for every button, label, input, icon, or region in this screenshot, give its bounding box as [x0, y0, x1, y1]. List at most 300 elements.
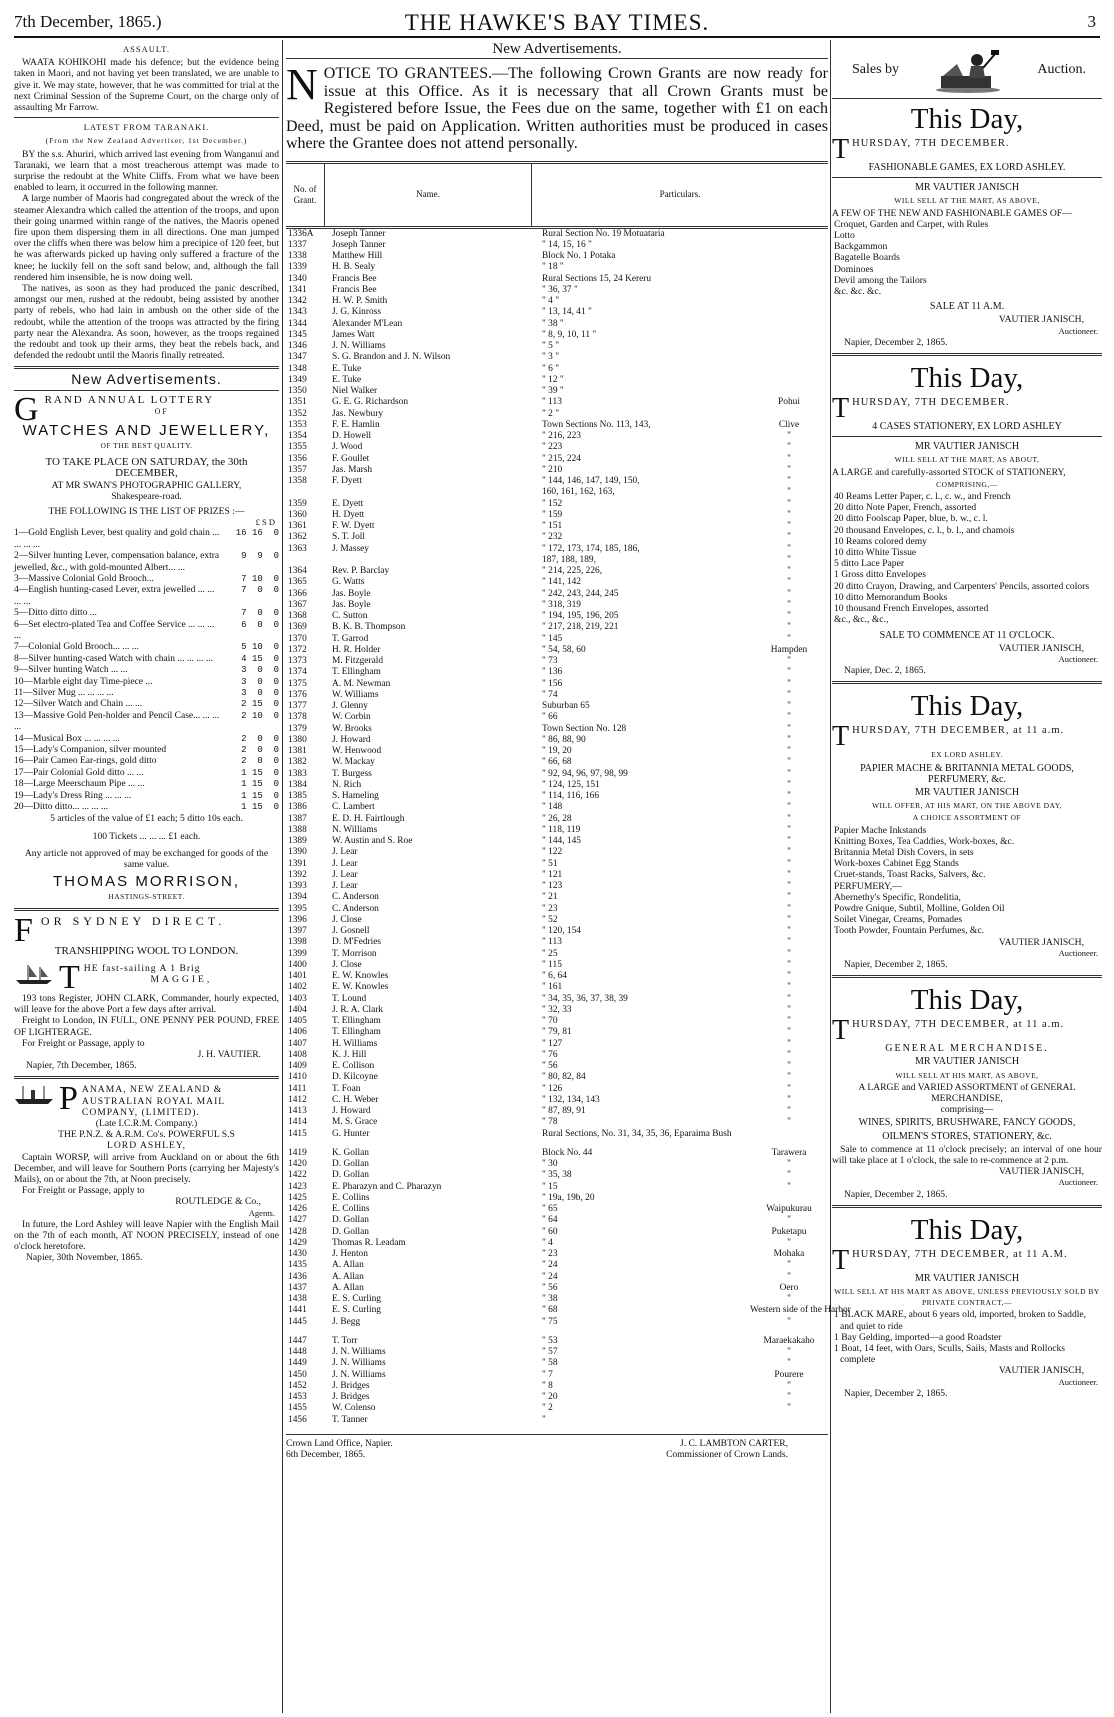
grant-number: 1456 — [288, 1414, 307, 1425]
grantee-name: J. Howard — [332, 1106, 371, 1117]
lottery-where: AT MR SWAN'S PHOTOGRAPHIC GALLERY, — [51, 479, 242, 491]
grant-number: 1441 — [288, 1305, 307, 1316]
grantee-name: D. Gollan — [332, 1226, 369, 1237]
grant-locality: Western side of the Harbor — [750, 1305, 851, 1316]
grant-particulars: " 87, 89, 91 — [542, 1106, 586, 1117]
grant-locality: " — [787, 554, 791, 565]
advertiser-name: THOMAS MORRISON, — [52, 873, 240, 891]
divider — [14, 117, 279, 118]
table-row — [286, 701, 828, 712]
grantee-name: A. Allan — [332, 1271, 364, 1282]
divider — [14, 390, 279, 391]
table-row — [286, 802, 828, 813]
grant-particulars: " 38 — [542, 1294, 558, 1305]
grantee-name: A. M. Newman — [332, 678, 391, 689]
grant-locality: " — [787, 1215, 791, 1226]
auctioneer-signature: VAUTIER JANISCH, — [998, 1365, 1084, 1377]
prize-description: 16—Pair Cameo Ear-rings, gold ditto — [14, 756, 157, 767]
grant-number: 1422 — [288, 1170, 307, 1181]
grantee-name: E. Collison — [332, 1061, 375, 1072]
auctioneer-name: MR VAUTIER JANISCH — [914, 182, 1020, 194]
grant-locality: " — [787, 566, 791, 577]
ship-freight: Freight to London, IN FULL, ONE PENNY PER POUND, FREE OF LIGHTERAGE. — [14, 1015, 279, 1038]
prize-item — [14, 642, 279, 653]
grant-locality — [750, 319, 828, 330]
grantee-name: T. Tanner — [332, 1414, 368, 1425]
notice-footer — [286, 1434, 828, 1461]
list-item: 1 Boat, 14 feet, with Oars, Sculls, Sails, Masts and Rollocks complete — [834, 1343, 1066, 1366]
grant-locality: " — [787, 1049, 791, 1060]
grant-particulars: " 12 " — [542, 374, 564, 385]
table-row — [286, 791, 828, 802]
grant-particulars: " 215, 224 — [542, 453, 581, 464]
grant-number: 1375 — [288, 678, 307, 689]
grant-particulars: Rural Sections, No. 31, 34, 35, 36, Eparaima Bush — [542, 1128, 732, 1139]
prize-value: 9 9 0 — [235, 551, 279, 562]
grant-locality — [750, 251, 828, 262]
grant-number: 1390 — [288, 847, 307, 858]
grant-particulars: " 2 — [542, 1403, 553, 1414]
sale-date: HURSDAY, 7TH DECEMBER, at 11 a.m. — [852, 725, 1065, 737]
grant-number: 1435 — [288, 1260, 307, 1271]
grant-locality — [750, 1129, 828, 1140]
grant-number: 1403 — [288, 993, 307, 1004]
grant-particulars: " 25 — [542, 948, 558, 959]
table-row — [286, 229, 828, 240]
sale-date: HURSDAY, 7TH DECEMBER, at 11 A.M. — [852, 1248, 1068, 1260]
divider — [832, 436, 1102, 437]
this-day-heading: This Day, — [910, 984, 1024, 1017]
grantee-name: J. Lear — [332, 847, 358, 858]
grantee-name: H. B. Sealy — [332, 262, 376, 273]
table-row — [286, 1106, 828, 1117]
commissioner-name: J. C. LAMBTON CARTER, — [680, 1438, 788, 1449]
grant-locality: " — [787, 959, 791, 970]
grant-locality — [750, 409, 828, 420]
prize-item — [14, 779, 279, 790]
grantee-name: Matthew Hill — [332, 251, 383, 262]
sailing-details: Captain WORSP, will arrive from Auckland on or about the 6th December, and will leave for Southern Ports (carrying her Majesty's Mails), on or about the 7th, at Noon precisely. — [14, 1151, 279, 1185]
grant-particulars: " 65 — [542, 1204, 558, 1215]
grant-number: 1376 — [288, 689, 307, 700]
table-row — [286, 544, 828, 555]
grant-particulars: " 23 — [542, 1249, 558, 1260]
table-row — [286, 566, 828, 577]
table-row — [286, 454, 828, 465]
drop-cap: P — [59, 1080, 78, 1118]
sale-date: HURSDAY, 7TH DECEMBER. — [852, 397, 1010, 409]
table-row — [286, 757, 828, 768]
table-row — [286, 262, 828, 273]
grantee-name: H. W. P. Smith — [332, 296, 388, 307]
grant-particulars: " 38 " — [542, 318, 564, 329]
grant-locality: " — [787, 858, 791, 869]
grantee-name: D. M'Fedries — [332, 937, 382, 948]
grantee-name: F. Goullet — [332, 453, 370, 464]
this-day-heading: This Day, — [910, 103, 1024, 135]
auctioneer-name: MR VAUTIER JANISCH — [914, 786, 1020, 798]
assault-text: WAATA KOHIKOHI made his defence; but the evidence being taken in Maori, and not having yet been translated, we are unable to give it. We may state, however, that he was committed for trial at the next Criminal Session of the Supreme Court, on the charge only of assaulting Mr Farrow. — [14, 57, 279, 114]
grantee-name: N. Rich — [332, 779, 362, 790]
grantee-name: Jas. Newbury — [332, 408, 384, 419]
grant-locality: " — [787, 1392, 791, 1403]
grant-number: 1448 — [288, 1347, 307, 1358]
grant-number: 1411 — [288, 1083, 307, 1094]
table-row — [286, 881, 828, 892]
grant-particulars: " 86, 88, 90 — [542, 734, 586, 745]
grant-number: 1389 — [288, 836, 307, 847]
grantee-name: W. Austin and S. Roe — [332, 836, 413, 847]
sale-location: WILL SELL AT THE MART, AS ABOVE, — [894, 196, 1040, 206]
grantee-name: Thomas R. Leadam — [332, 1237, 406, 1248]
grant-particulars: " 2 " — [542, 408, 560, 419]
prize-description: 18—Large Meerschaum Pipe ... ... — [14, 779, 145, 790]
grant-particulars: " 68 — [542, 1305, 558, 1316]
sale-time: SALE AT 11 A.M. — [929, 301, 1005, 313]
grantee-name: M. S. Grace — [332, 1117, 378, 1128]
table-row — [286, 1148, 828, 1159]
grantee-name: A. Allan — [332, 1282, 364, 1293]
table-row — [286, 1283, 828, 1294]
grant-number: 1402 — [288, 982, 307, 993]
grantee-name: Niel Walker — [332, 386, 378, 397]
grant-locality: " — [787, 509, 791, 520]
grant-number: 1453 — [288, 1392, 307, 1403]
lottery-quality: OF THE BEST QUALITY. — [100, 440, 193, 450]
table-row — [286, 397, 828, 408]
grant-number: 1393 — [288, 881, 307, 892]
prize-item — [14, 665, 279, 676]
grantee-name: T. Ellingham — [332, 1016, 381, 1027]
list-item: PERFUMERY,— — [834, 880, 902, 892]
list-item: &c., &c., &c., — [834, 614, 889, 626]
grant-number: 1387 — [288, 813, 307, 824]
grant-number: 1391 — [288, 858, 307, 869]
auction-label: Auction. — [1037, 62, 1086, 78]
sale-intro: A LARGE and VARIED ASSORTMENT of GENERAL MERCHANDISE, — [858, 1081, 1076, 1104]
grant-locality: " — [787, 847, 791, 858]
grant-number: 1382 — [288, 757, 307, 768]
grantee-name: G. E. G. Richardson — [332, 397, 409, 408]
grant-locality: " — [787, 971, 791, 982]
grant-particulars: " 144, 145 — [542, 836, 581, 847]
grant-particulars: " 127 — [542, 1038, 563, 1049]
table-row — [286, 285, 828, 296]
grant-number: 1392 — [288, 869, 307, 880]
row-gap — [286, 1328, 828, 1336]
grantee-name: E. W. Knowles — [332, 982, 389, 993]
grant-locality: " — [787, 802, 791, 813]
grant-particulars: Town Section No. 128 — [542, 723, 627, 734]
list-item: 20 ditto Crayon, Drawing, and Carpenters' Pencils, assorted colors — [834, 580, 1090, 592]
sydney-ad — [14, 911, 279, 1072]
agent-signature: ROUTLEDGE & Co., — [175, 1196, 261, 1208]
prize-value: 1 15 0 — [235, 779, 279, 790]
grantee-name: E. Dyett — [332, 498, 364, 509]
grant-locality: " — [787, 1106, 791, 1117]
prize-description: 9—Silver hunting Watch ... ... — [14, 665, 128, 676]
grant-particulars: " 8, 9, 10, 11 " — [542, 329, 597, 340]
grant-locality: " — [787, 1038, 791, 1049]
grantee-name: D. Howell — [332, 431, 372, 442]
grant-particulars: " 121 — [542, 869, 563, 880]
prize-item — [14, 585, 279, 608]
list-item: Papier Mache Inkstands — [834, 824, 927, 836]
grant-number: 1347 — [288, 352, 307, 363]
grantee-name: J. Bridges — [332, 1392, 370, 1403]
grant-number: 1410 — [288, 1072, 307, 1083]
grantee-name: James Watt — [332, 329, 375, 340]
table-row — [286, 746, 828, 757]
grant-locality: " — [787, 588, 791, 599]
mail-note: In future, the Lord Ashley will leave Napier with the English Mail on the 7th of each month, AT NOON PRECISELY, instead of one o'clock heretofore. — [14, 1218, 279, 1253]
grant-number: 1449 — [288, 1358, 307, 1369]
grant-locality: " — [787, 948, 791, 959]
auctioneer-name: MR VAUTIER JANISCH — [914, 1272, 1020, 1284]
ad-date: Napier, Dec. 2, 1865. — [844, 665, 926, 677]
table-row — [286, 375, 828, 386]
table-row — [286, 1260, 828, 1271]
grant-locality: " — [787, 1294, 791, 1305]
grant-number: 1385 — [288, 791, 307, 802]
grant-particulars: " 56 — [542, 1282, 558, 1293]
grantee-name: J. Massey — [332, 543, 369, 554]
list-item: 10 ditto White Tissue — [834, 547, 917, 559]
grant-number: 1420 — [288, 1159, 307, 1170]
grant-particulars: " 80, 82, 84 — [542, 1072, 586, 1083]
drop-cap: F — [14, 911, 37, 949]
grantee-name: H. Williams — [332, 1038, 378, 1049]
grant-particulars: " 79, 81 — [542, 1027, 572, 1038]
grantee-name: J. Lear — [332, 869, 358, 880]
prize-description: 15—Lady's Companion, silver mounted — [14, 745, 167, 756]
grantee-name: E. S. Curling — [332, 1294, 381, 1305]
table-row — [286, 769, 828, 780]
grant-particulars: " 75 — [542, 1316, 558, 1327]
table-row — [286, 465, 828, 476]
prize-value: 1 15 0 — [235, 767, 279, 778]
column-right — [832, 42, 1102, 1713]
auctioneer-role: Auctioneer. — [1058, 1376, 1098, 1387]
grantee-name: C. Anderson — [332, 892, 379, 903]
list-item: Lotto — [834, 230, 855, 242]
grant-number: 1372 — [288, 644, 307, 655]
grant-number: 1412 — [288, 1094, 307, 1105]
grantee-name: S. G. Brandon and J. N. Wilson — [332, 352, 451, 363]
prize-description: 11—Silver Mug ... ... ... ... — [14, 688, 114, 698]
grant-locality: " — [787, 678, 791, 689]
prize-value: 2 0 0 — [235, 733, 279, 744]
grant-particulars: " 113 — [542, 397, 562, 408]
apply-note: For Freight or Passage, apply to — [22, 1185, 145, 1197]
grant-particulars: " 152 — [542, 498, 563, 509]
grant-number: 1374 — [288, 667, 307, 678]
auctioneer-role: Auctioneer. — [1058, 653, 1098, 664]
grant-particulars: " 24 — [542, 1260, 558, 1271]
list-item: Bagatelle Boards — [834, 252, 900, 264]
list-item: 1 Bay Gelding, imported—a good Roadster — [834, 1331, 1002, 1343]
ad-date: Napier, December 2, 1865. — [844, 1387, 948, 1399]
grant-particulars: " 113 — [542, 937, 562, 948]
grant-particulars: " 242, 243, 244, 245 — [542, 588, 619, 599]
sale-location: WILL OFFER, AT HIS MART, ON THE ABOVE DAY, — [871, 801, 1063, 811]
table-row — [286, 240, 828, 251]
grant-number: 1438 — [288, 1294, 307, 1305]
grant-locality: " — [787, 1347, 791, 1358]
table-row — [286, 319, 828, 330]
prize-item — [14, 711, 279, 734]
grant-locality: " — [787, 1117, 791, 1128]
grantee-name: N. Williams — [332, 824, 378, 835]
grant-number: 1427 — [288, 1215, 307, 1226]
ship-date: Napier, 7th December, 1865. — [26, 1060, 137, 1072]
sale-intro: A FEW OF THE NEW AND FASHIONABLE GAMES OF— — [832, 207, 1072, 219]
prize-item — [14, 768, 279, 779]
grant-locality: Tarawera — [771, 1147, 807, 1158]
grant-particulars: " 34, 35, 36, 37, 38, 39 — [542, 993, 628, 1004]
grantee-name: Joseph Tanner — [332, 239, 386, 250]
grant-particulars: " 23 — [542, 903, 558, 914]
divider — [14, 908, 279, 911]
grantee-name: K. Gollan — [332, 1147, 369, 1158]
grant-locality: " — [787, 1237, 791, 1248]
grant-number: 1336A — [288, 228, 314, 239]
ad-date: Napier, December 2, 1865. — [844, 336, 948, 348]
grantee-name: T. Garrod — [332, 633, 369, 644]
prize-description: 13—Massive Gold Pen-holder and Pencil Case... ... ... ... — [14, 710, 220, 733]
grant-particulars: " 7 — [542, 1369, 553, 1380]
prize-value: 7 10 0 — [235, 573, 279, 584]
grant-locality — [750, 364, 828, 375]
table-row — [286, 814, 828, 825]
grant-particulars: " 30 — [542, 1159, 558, 1170]
prize-description: 10—Marble eight day Time-piece ... — [14, 676, 153, 687]
grant-number: 1354 — [288, 431, 307, 442]
grant-particulars: " 92, 94, 96, 97, 98, 99 — [542, 768, 628, 779]
list-item: Knitting Boxes, Tea Caddies, Work-boxes, &c. — [834, 835, 1015, 847]
grantee-name: Jas. Boyle — [332, 599, 371, 610]
this-day-heading: This Day, — [910, 1213, 1024, 1246]
grantee-name: H. Dyett — [332, 509, 365, 520]
grant-number: 1406 — [288, 1027, 307, 1038]
grantee-name: J. Gosnell — [332, 926, 370, 937]
grant-particulars: " 124, 125, 151 — [542, 779, 600, 790]
header-name: Name. — [325, 164, 532, 226]
merchandise-line: OILMEN'S STORES, STATIONERY, &c. — [882, 1130, 1052, 1142]
table-row — [286, 825, 828, 836]
grantee-name: W. Williams — [332, 689, 379, 700]
row-gap — [286, 1140, 828, 1148]
table-row — [286, 352, 828, 363]
grant-number — [286, 487, 326, 498]
table-row — [286, 982, 828, 993]
grant-particulars: " 172, 173, 174, 185, 186, — [542, 543, 640, 554]
grantee-name: T. Ellingham — [332, 667, 381, 678]
grantee-name: W. Henwood — [332, 746, 382, 757]
table-row — [286, 1294, 828, 1305]
grant-locality — [750, 240, 828, 251]
auction-ad-horses: This Day, THURSDAY, 7TH DECEMBER, at 11 A.M. MR VAUTIER JANISCH WILL SELL AT HIS MART AS ABOVE, UNLESS PREVIOUSLY SOLD BY PRIVATE CONTRACT,— 1 BLACK MARE, about 6 years old, imported, broken to Saddle, and quiet to ride 1 Bay Gelding, imported—a good Roadster 1 Boat, 14 feet, with Oars, Sculls, Sails, Masts and Rollocks complete VAUTIER JANISCH, Auctioneer. Napier, December 2, 1865. — [832, 1213, 1102, 1399]
sales-by-label: Sales by — [852, 62, 900, 78]
grantee-name — [326, 555, 538, 566]
grant-locality: Puketapu — [771, 1226, 807, 1237]
grant-locality: " — [787, 476, 791, 487]
table-row — [286, 712, 828, 723]
grantee-name: Jas. Marsh — [332, 464, 373, 475]
prize-item — [14, 802, 279, 813]
table-row — [286, 724, 828, 735]
grant-locality: Clive — [778, 419, 800, 430]
prize-description: 5—Ditto ditto ditto ... — [14, 608, 97, 619]
grantee-name: J. Henton — [332, 1249, 368, 1260]
table-row — [286, 870, 828, 881]
grant-number: 1349 — [288, 374, 307, 385]
grant-particulars: " 120, 154 — [542, 926, 581, 937]
grant-locality: Pohui — [778, 397, 800, 408]
prize-description: 2—Silver hunting Lever, compensation balance, extra jewelled, &c., with gold-mounted Albert... ... — [14, 551, 220, 573]
grant-locality: " — [787, 1358, 791, 1369]
table-row — [286, 836, 828, 847]
grantee-name: D. Gollan — [332, 1215, 369, 1226]
column-left — [14, 42, 279, 1713]
prize-value: 5 10 0 — [235, 642, 279, 653]
grantee-name: E. S. Curling — [332, 1305, 381, 1316]
grant-number: 1351 — [288, 397, 307, 408]
column-divider — [830, 40, 831, 1713]
grant-particulars: " 123 — [542, 881, 563, 892]
grant-number: 1409 — [288, 1061, 307, 1072]
grantee-name: J. R. A. Clark — [332, 1004, 384, 1015]
grantee-name: J. N. Williams — [332, 341, 386, 352]
table-row — [286, 555, 828, 566]
grantee-name: W. Colenso — [332, 1403, 376, 1414]
comprising-label: comprising— — [940, 1104, 994, 1116]
grant-particulars: " 18 " — [542, 262, 564, 273]
ship-signature: J. H. VAUTIER. — [197, 1048, 261, 1060]
auctioneer-signature: VAUTIER JANISCH, — [998, 936, 1084, 948]
grant-locality: " — [787, 442, 791, 453]
grant-locality: " — [787, 1181, 791, 1192]
grantee-name: J. Begg — [332, 1316, 361, 1327]
grant-locality: " — [787, 1094, 791, 1105]
notice-to-grantees — [286, 60, 828, 153]
table-row — [286, 690, 828, 701]
grant-particulars: " 19a, 19b, 20 — [542, 1192, 595, 1203]
table-row — [286, 521, 828, 532]
prize-value: 2 15 0 — [235, 699, 279, 710]
grant-particulars: " 159 — [542, 509, 563, 520]
office-date: 6th December, 1865. — [286, 1450, 366, 1461]
grant-locality: " — [787, 982, 791, 993]
grantee-name: F. W. Dyett — [332, 521, 375, 532]
grant-locality: " — [787, 1072, 791, 1083]
grant-locality: Waipukurau — [766, 1204, 812, 1215]
exchange-note: Any article not approved of may be exchanged for goods of the same value. — [24, 847, 269, 871]
table-row — [286, 1159, 828, 1170]
table-row — [286, 611, 828, 622]
grant-locality: " — [787, 431, 791, 442]
grantee-name: T. Ellingham — [332, 1027, 381, 1038]
grantee-name: Rev. P. Barclay — [332, 566, 390, 577]
prize-description: 19—Lady's Dress Ring ... ... ... — [14, 790, 132, 801]
prize-item — [14, 528, 279, 551]
wool-heading: TRANSHIPPING WOOL TO LONDON. — [54, 944, 239, 957]
grantee-name: C. Sutton — [332, 611, 368, 622]
grant-particulars: " 39 " — [542, 386, 564, 397]
list-item: 20 ditto Note Paper, French, assorted — [834, 502, 977, 514]
tickets-price: 100 Tickets ... ... ... £1 each. — [92, 830, 201, 842]
prize-description: 1—Gold English Lever, best quality and gold chain ... ... ... ... — [14, 528, 220, 550]
